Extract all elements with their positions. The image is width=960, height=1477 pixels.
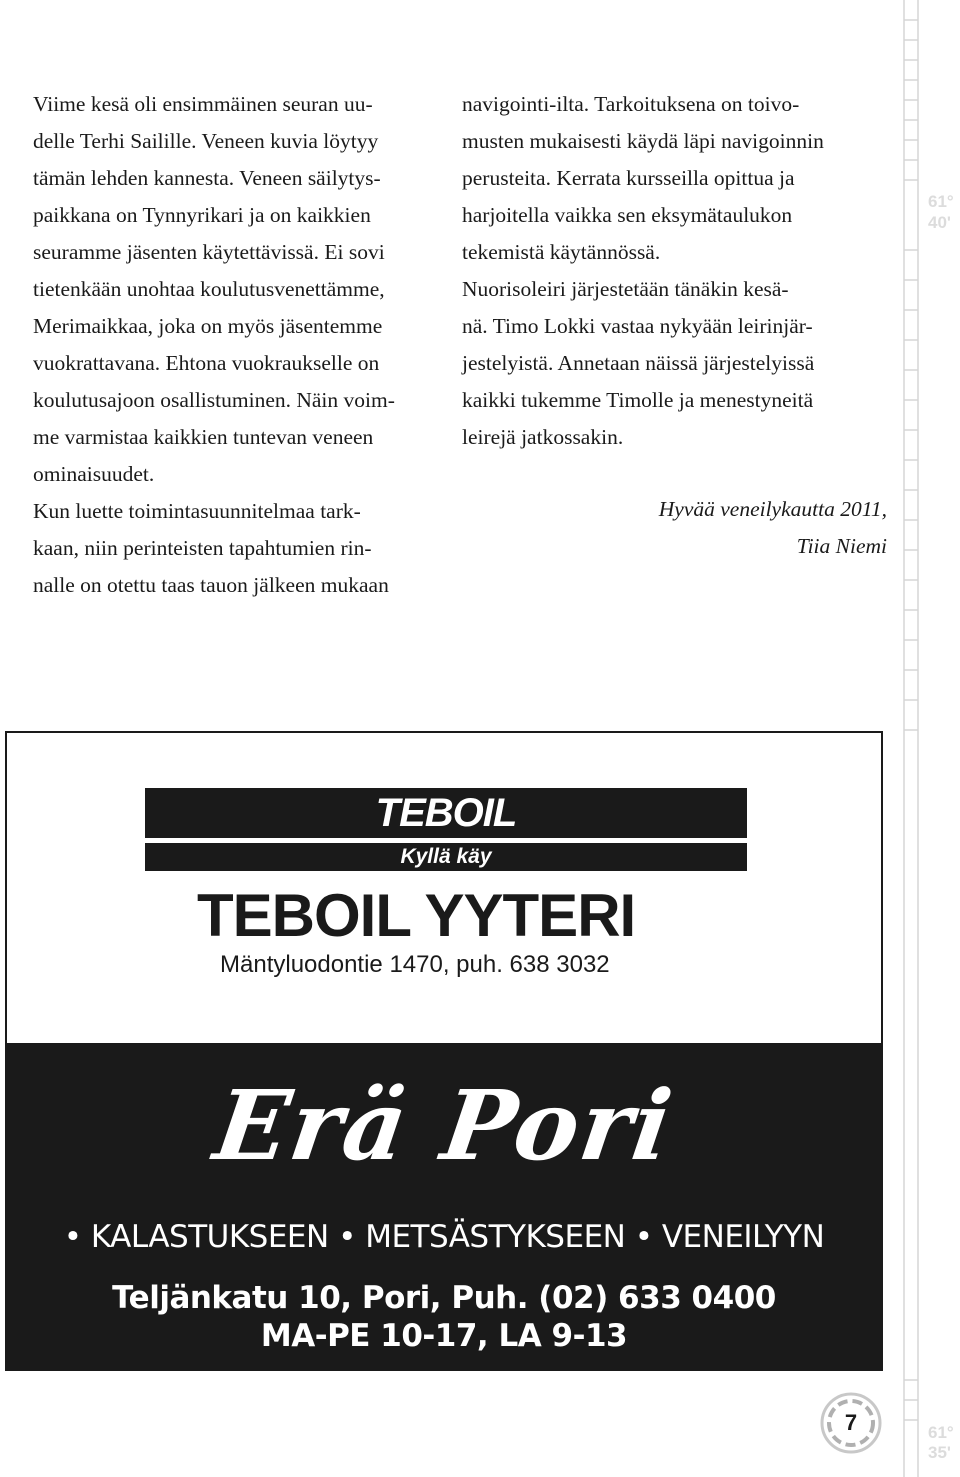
article-paragraph: Kun luette toimintasuunnitelmaa tark- kaan, niin perinteisten tapahtumien rin- nalle on otettu taas tauon jälkeen mukaan	[33, 499, 389, 597]
closing-greeting: Hyvää veneilykautta 2011,	[658, 497, 887, 521]
erapori-ad	[7, 1043, 881, 1369]
teboil-station-name: TEBOIL YYTERI	[197, 882, 636, 949]
article-column-left	[33, 86, 433, 604]
latitude-minute-bottom: 35'	[928, 1443, 951, 1462]
teboil-logo: TEBOIL	[375, 791, 517, 835]
article-column-right	[462, 86, 887, 565]
teboil-logo-bar	[145, 788, 747, 838]
erapori-services: • KALASTUKSEEN • METSÄSTYKSEEN • VENEILYYN	[63, 1219, 825, 1255]
erapori-logo: Erä Pori	[208, 1069, 681, 1182]
erapori-hours: MA-PE 10-17, LA 9-13	[260, 1318, 628, 1354]
latitude-degree-bottom: 61°	[928, 1423, 954, 1442]
signature: Tiia Niemi	[796, 534, 887, 558]
latitude-degree-top: 61°	[928, 192, 954, 211]
teboil-slogan: Kyllä käy	[400, 845, 492, 868]
article-paragraph: navigointi-ilta. Tarkoituksena on toivo- musten mukaisesti käydä läpi navigoinnin perusteita. Kerrata kursseilla opittua ja harjoitella vaikka sen eksymätaulukon tekemistä käytännössä.	[462, 92, 824, 264]
article-paragraph: Viime kesä oli ensimmäinen seuran uu- delle Terhi Sailille. Veneen kuvia löytyy tämän lehden kannesta. Veneen säilytys- paikkana on Tynnyrikari ja on kaikkien seuramme jäsenten käytettävissä. Ei sovi tietenkään unohtaa koulutusvenettämme, Merimaikkaa, joka on myös jäsentemme vuokrattavana. Ehtona vuokraukselle on koulutusajoon osallistuminen. Näin voim- me varmistaa kaikkien tuntevan veneen ominaisuudet.	[33, 92, 395, 486]
latitude-minute-top: 40'	[928, 213, 951, 232]
erapori-street-phone: Teljänkatu 10, Pori, Puh. (02) 633 0400	[112, 1280, 776, 1316]
article-paragraph: Nuorisoleiri järjestetään tänäkin kesä- nä. Timo Lokki vastaa nykyään leirinjär- jestelyistä. Annetaan näissä järjestelyissä kaikki tukemme Timolle ja menestyneitä leirejä jatkossakin.	[462, 277, 815, 449]
advertisement-block	[5, 731, 883, 1371]
teboil-slogan-bar	[145, 843, 747, 871]
page-number: 7	[844, 1410, 858, 1435]
erapori-address	[7, 1279, 881, 1355]
teboil-address: Mäntyluodontie 1470, puh. 638 3032	[220, 951, 610, 978]
